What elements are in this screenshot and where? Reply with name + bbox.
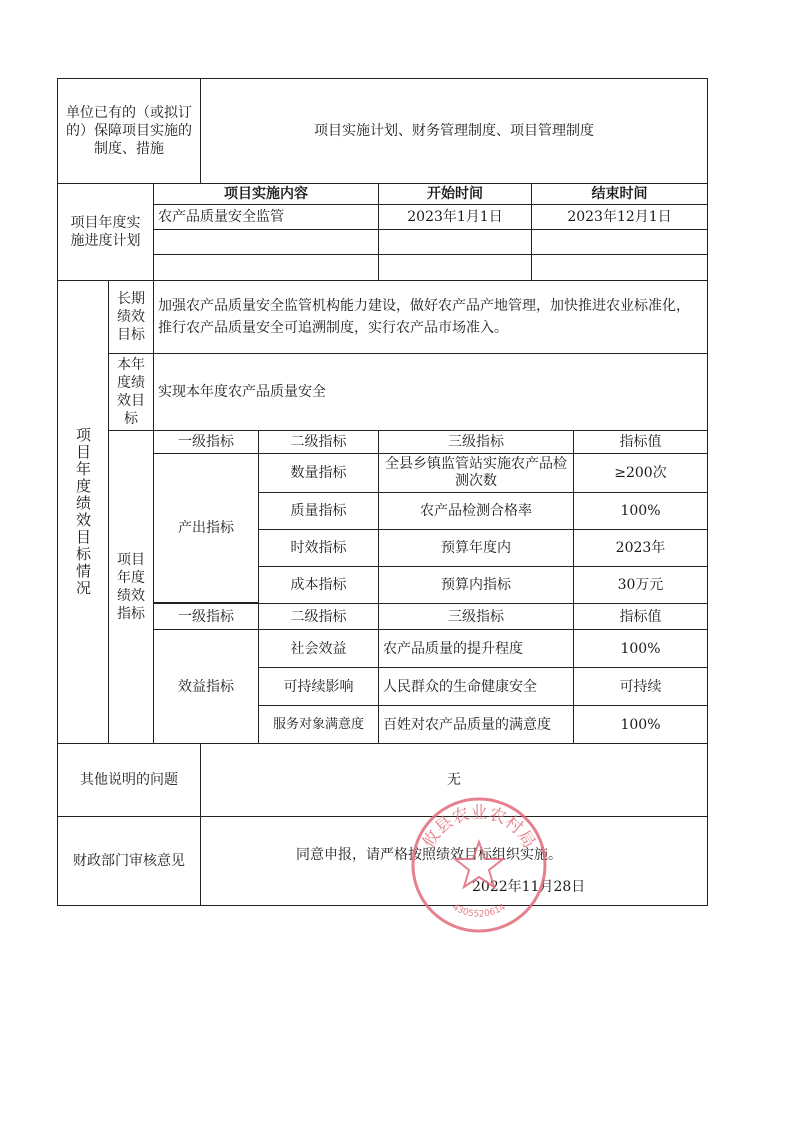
schedule-header-end: 结束时间: [531, 183, 708, 205]
output-level2: 数量指标: [258, 453, 379, 493]
seal-code: 4305520614: [450, 902, 508, 920]
output-level2: 时效指标: [258, 529, 379, 567]
output-value: 100%: [573, 492, 708, 530]
output-level3: 预算年度内: [378, 529, 574, 567]
other-value: 无: [200, 743, 708, 817]
schedule-row-content: [153, 229, 379, 255]
schedule-row-end: 2023年12月1日: [531, 204, 708, 230]
review-label: 财政部门审核意见: [57, 816, 201, 906]
indicator-header-value: 指标值: [573, 603, 708, 630]
benefit-value: 100%: [573, 705, 708, 744]
review-opinion: 同意申报，请严格按照绩效目标组织实施。: [296, 847, 562, 863]
benefit-value: 100%: [573, 629, 708, 668]
goals-outer-label-text: 项目年度绩效目标情况: [74, 427, 92, 597]
schedule-row-start: [378, 254, 532, 281]
long-term-label: 长期绩效目标: [108, 280, 154, 354]
schedule-row-start: [378, 229, 532, 255]
benefit-level2: 服务对象满意度: [258, 705, 379, 744]
benefit-value: 可持续: [573, 667, 708, 706]
benefit-level3: 百姓对农产品质量的满意度: [378, 705, 574, 744]
other-label: 其他说明的问题: [57, 743, 201, 817]
schedule-header-start: 开始时间: [378, 183, 532, 205]
schedule-row-content: [153, 254, 379, 281]
output-level3: 全县乡镇监管站实施农产品检测次数: [378, 453, 574, 493]
indicator-header-level2: 二级指标: [258, 603, 379, 630]
benefit-level2: 社会效益: [258, 629, 379, 668]
benefit-indicator-label: 效益指标: [153, 629, 259, 744]
schedule-row-content: 农产品质量安全监管: [153, 204, 379, 230]
output-value: 30万元: [573, 566, 708, 604]
official-seal-graphic: [404, 790, 554, 940]
output-level2: 质量指标: [258, 492, 379, 530]
indicator-header-level3: 三级指标: [378, 430, 574, 454]
schedule-label: 项目年度实施进度计划: [57, 183, 154, 281]
output-indicator-label: 产出指标: [153, 453, 259, 603]
review-date: 2022年11月28日: [472, 879, 586, 895]
seal-name: 攸县农业农村局: [419, 803, 539, 852]
benefit-level3: 人民群众的生命健康安全: [378, 667, 574, 706]
benefit-level2: 可持续影响: [258, 667, 379, 706]
output-level2: 成本指标: [258, 566, 379, 604]
output-level3: 农产品检测合格率: [378, 492, 574, 530]
indicator-header-level1: 一级指标: [153, 430, 259, 454]
measures-label: 单位已有的（或拟订的）保障项目实施的制度、措施: [57, 78, 201, 184]
annual-value: 实现本年度农产品质量安全: [153, 353, 708, 431]
output-value: ≥200次: [573, 453, 708, 493]
long-term-value: 加强农产品质量安全监管机构能力建设，做好农产品产地管理，加快推进农业标准化，推行农产品质量安全可追溯制度，实行农产品市场准入。: [153, 280, 708, 354]
benefit-level3: 农产品质量的提升程度: [378, 629, 574, 668]
measures-value: 项目实施计划、财务管理制度、项目管理制度: [200, 78, 708, 184]
schedule-row-end: [531, 254, 708, 281]
annual-label: 本年度绩效目标: [108, 353, 154, 431]
output-level3: 预算内指标: [378, 566, 574, 604]
schedule-row-start: 2023年1月1日: [378, 204, 532, 230]
schedule-row-end: [531, 229, 708, 255]
schedule-header-content: 项目实施内容: [153, 183, 379, 205]
goals-outer-label: [57, 280, 109, 744]
indicator-header-level3: 三级指标: [378, 603, 574, 630]
indicator-header-level2: 二级指标: [258, 430, 379, 454]
official-seal: [404, 790, 554, 940]
output-value: 2023年: [573, 529, 708, 567]
indicator-label: 项目年度绩效指标: [108, 430, 154, 744]
seal-star-icon: [455, 842, 503, 887]
indicator-header-value: 指标值: [573, 430, 708, 454]
indicator-header-level1: 一级指标: [153, 603, 259, 630]
